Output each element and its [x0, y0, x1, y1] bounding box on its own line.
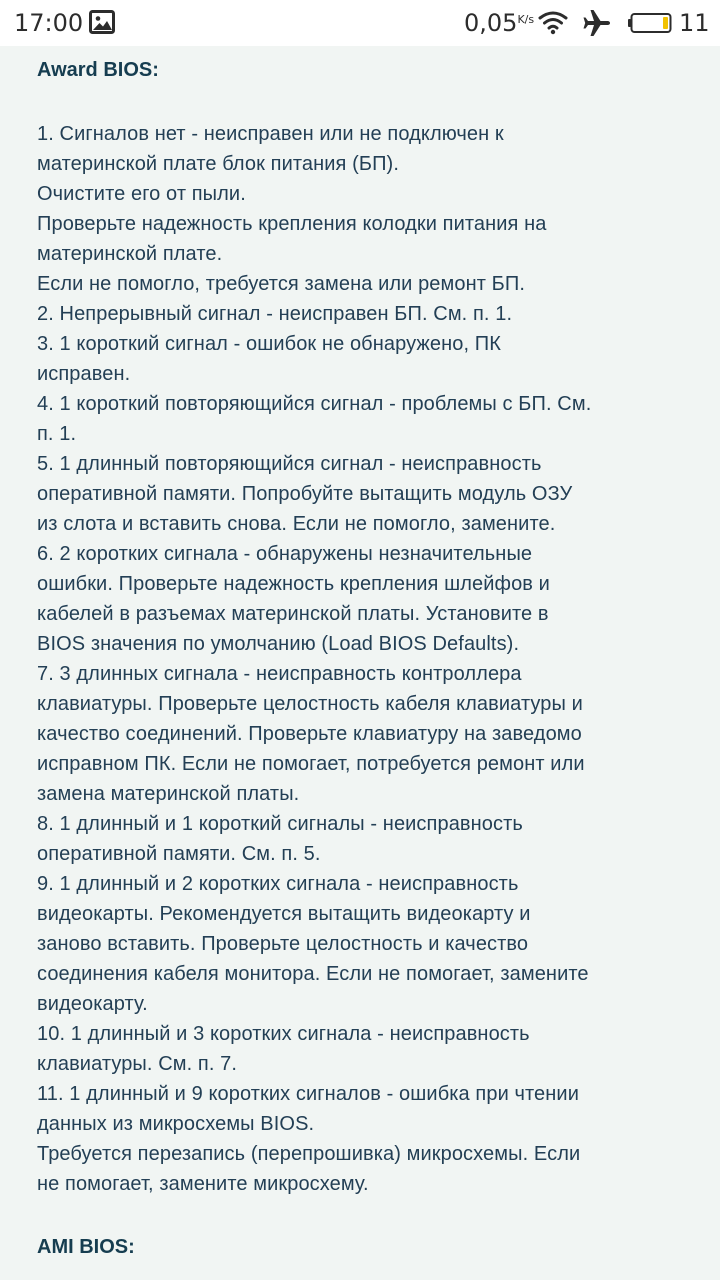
- status-time: 17:00: [14, 9, 84, 37]
- list-item: 10. 1 длинный и 3 коротких сигнала - неисправность клавиатуры. См. п. 7.: [37, 1023, 530, 1075]
- list-item: Если не помогло, требуется замена или ремонт БП.: [37, 273, 526, 295]
- gallery-icon: [89, 10, 115, 34]
- list-item: 11. 1 длинный и 9 коротких сигналов - ошибка при чтении данных из микросхемы BIOS.: [37, 1083, 579, 1135]
- battery-level: 11: [679, 9, 710, 37]
- list-item: 2. Непрерывный сигнал - неисправен БП. См. п. 1.: [37, 303, 513, 325]
- list-item: Очистите его от пыли.: [37, 183, 246, 205]
- status-bar: [0, 0, 720, 46]
- list-item: 9. 1 длинный и 2 коротких сигнала - неисправность видеокарты. Рекомендуется вытащить видеокарту и заново вставить. Проверьте целостность и качество соединения кабеля монитора. Если не помогает, замените видеокарту.: [37, 873, 589, 1015]
- list-item: 3. 1 короткий сигнал - ошибок не обнаружено, ПК исправен.: [37, 333, 502, 385]
- network-speed-indicator: [464, 9, 534, 42]
- network-speed-value: 0,05: [464, 9, 518, 37]
- list-item: 5. 1 длинный повторяющийся сигнал - неисправность оперативной памяти. Попробуйте вытащить модуль ОЗУ из слота и вставить снова. Если не помогло, замените.: [37, 453, 573, 535]
- award-bios-heading: Award BIOS:: [37, 59, 159, 81]
- list-item: 8. 1 длинный и 1 короткий сигналы - неисправность оперативной памяти. См. п. 5.: [37, 813, 523, 865]
- list-item: 6. 2 коротких сигнала - обнаружены незначительные ошибки. Проверьте надежность крепления шлейфов и кабелей в разъемах материнской платы. Установите в BIOS значения по умолчанию (Load BIOS Defaults).: [37, 543, 550, 655]
- wifi-icon: [538, 9, 568, 35]
- article-content: [0, 46, 720, 1280]
- list-item: Требуется перезапись (перепрошивка) микросхемы. Если не помогает, замените микросхему.: [37, 1143, 581, 1195]
- network-speed-unit: K/s: [517, 13, 535, 26]
- list-item: Проверьте надежность крепления колодки питания на материнской плате.: [37, 213, 547, 265]
- list-item: 7. 3 длинных сигнала - неисправность контроллера клавиатуры. Проверьте целостность кабеля клавиатуры и качество соединений. Проверьте клавиатуру на заведомо исправном ПК. Если не помогает, потребуется ремонт или замена материнской платы.: [37, 663, 585, 805]
- list-item: 4. 1 короткий повторяющийся сигнал - проблемы с БП. См. п. 1.: [37, 393, 592, 445]
- ami-bios-heading: AMI BIOS:: [37, 1236, 135, 1258]
- battery-icon: [628, 13, 672, 33]
- list-item: 1. Сигналов нет - неисправен или не подключен к материнской плате блок питания (БП).: [37, 123, 504, 175]
- award-beep-codes-list: [37, 119, 687, 1199]
- airplane-icon: [582, 8, 612, 38]
